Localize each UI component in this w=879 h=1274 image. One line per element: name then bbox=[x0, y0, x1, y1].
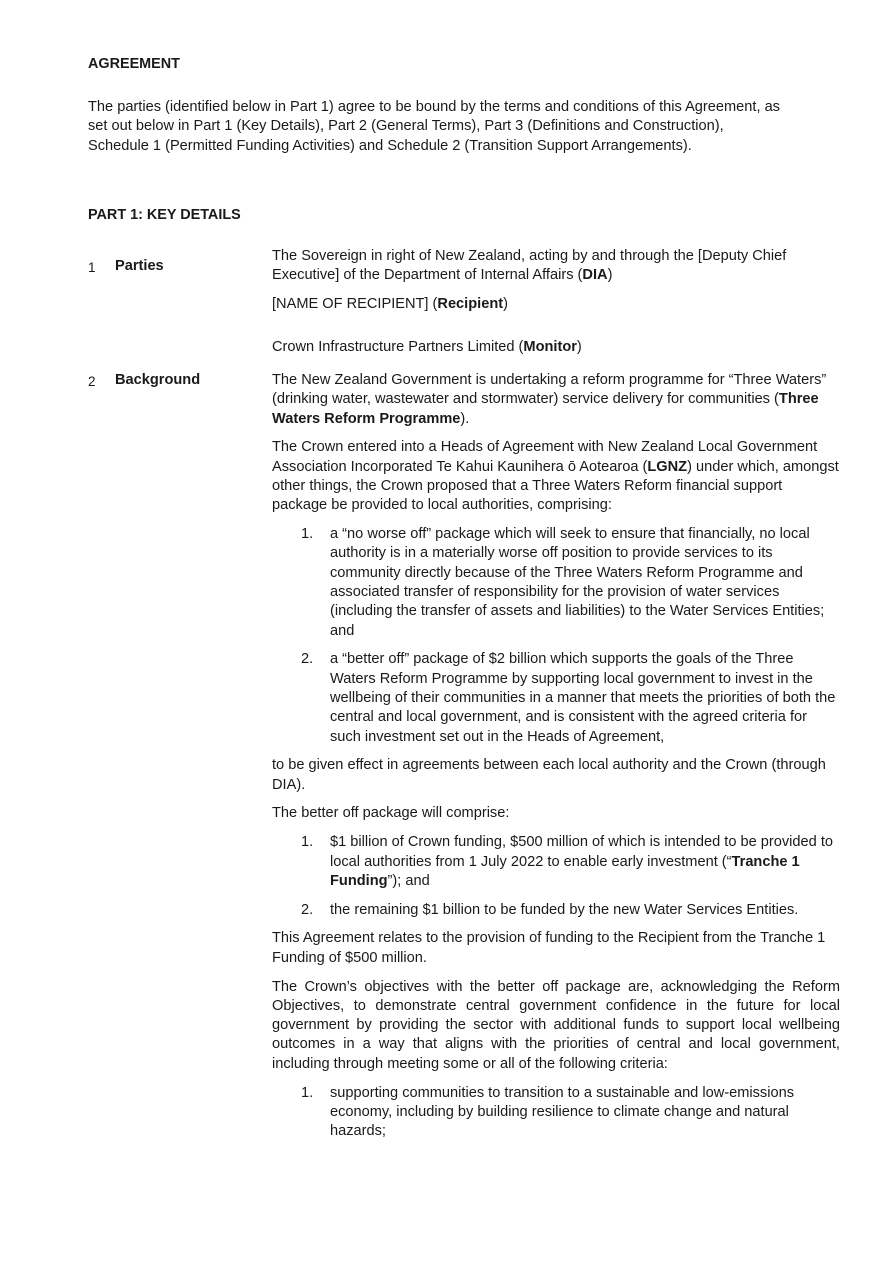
background-content bbox=[272, 371, 840, 1151]
criteria-list bbox=[272, 1084, 840, 1142]
background-paragraph-2: The Crown entered into a Heads of Agreement with New Zealand Local Government Association Incorporated Te Kahui Kaunihera ō Aotearoa (LGNZ) under which, amongst other things, the Crown proposed that a Three Waters Reform financial support package be provided to local authorities, comprising: bbox=[272, 439, 839, 514]
part1-heading: PART 1: KEY DETAILS bbox=[88, 207, 241, 223]
background-paragraph-1: The New Zealand Government is undertaking a reform programme for “Three Waters” (drinking water, wastewater and stormwater) service delivery for communities (Three Waters Reform Programme). bbox=[272, 372, 827, 427]
list-item: 1. a “no worse off” package which will seek to ensure that financially, no local authority is in a materially worse off position to provide services to its community directly because of the Three Waters Reform Programme and associated transfer of responsibility for the provision of water services (including the transfer of assets and liabilities) to the Water Services Entities; and bbox=[301, 526, 825, 639]
party-monitor: Crown Infrastructure Partners Limited (Monitor) bbox=[272, 339, 582, 356]
list-item: 1. supporting communities to transition to a sustainable and low-emissions economy, including by building resilience to climate change and natural hazards; bbox=[301, 1084, 794, 1140]
parties-label: Parties bbox=[115, 258, 164, 274]
background-paragraph-5: This Agreement relates to the provision of funding to the Recipient from the Tranche 1 Funding of $500 million. bbox=[272, 930, 826, 966]
background-number: 2 bbox=[88, 374, 96, 389]
background-paragraph-6: The Crown’s objectives with the better off package are, acknowledging the Reform Objectives, to demonstrate central government confidence in the future for local government by providing the sector with additional funds to support local wellbeing outcomes in a way that aligns with the priorities of central and local government, including through meeting some or all of the following criteria: bbox=[272, 978, 840, 1072]
party-recipient: [NAME OF RECIPIENT] (Recipient) bbox=[272, 296, 508, 313]
list-item: 2. the remaining $1 billion to be funded by the new Water Services Entities. bbox=[301, 901, 799, 918]
list-item: 2. a “better off” package of $2 billion which supports the goals of the Three Waters Reform Programme by supporting local government to invest in the wellbeing of their communities in a manner that meets the priorities of both the central and local government, and is consistent with the agreed criteria for such investment set out in the Heads of Agreement, bbox=[301, 651, 836, 745]
parties-number: 1 bbox=[88, 260, 96, 275]
intro-paragraph: The parties (identified below in Part 1) agree to be bound by the terms and conditions of this Agreement, as set out below in Part 1 (Key Details), Part 2 (General Terms), Part 3 (Definitions and Construction), Schedule 1 (Permitted Funding Activities) and Schedule 2 (Transition Support Arrangements). bbox=[88, 99, 780, 154]
document-title: AGREEMENT bbox=[88, 56, 180, 72]
background-label: Background bbox=[115, 372, 201, 388]
better-off-list bbox=[272, 833, 840, 920]
package-list bbox=[272, 525, 840, 747]
parties-content bbox=[272, 247, 840, 367]
list-item: 1. $1 billion of Crown funding, $500 million of which is intended to be provided to local authorities from 1 July 2022 to enable early investment (“Tranche 1 Funding”); and bbox=[301, 834, 833, 889]
background-paragraph-3: to be given effect in agreements between each local authority and the Crown (through DIA). bbox=[272, 757, 826, 793]
background-paragraph-4: The better off package will comprise: bbox=[272, 805, 510, 822]
party-dia: The Sovereign in right of New Zealand, acting by and through the [Deputy Chief Executive] of the Department of Internal Affairs (DIA) bbox=[272, 248, 787, 284]
